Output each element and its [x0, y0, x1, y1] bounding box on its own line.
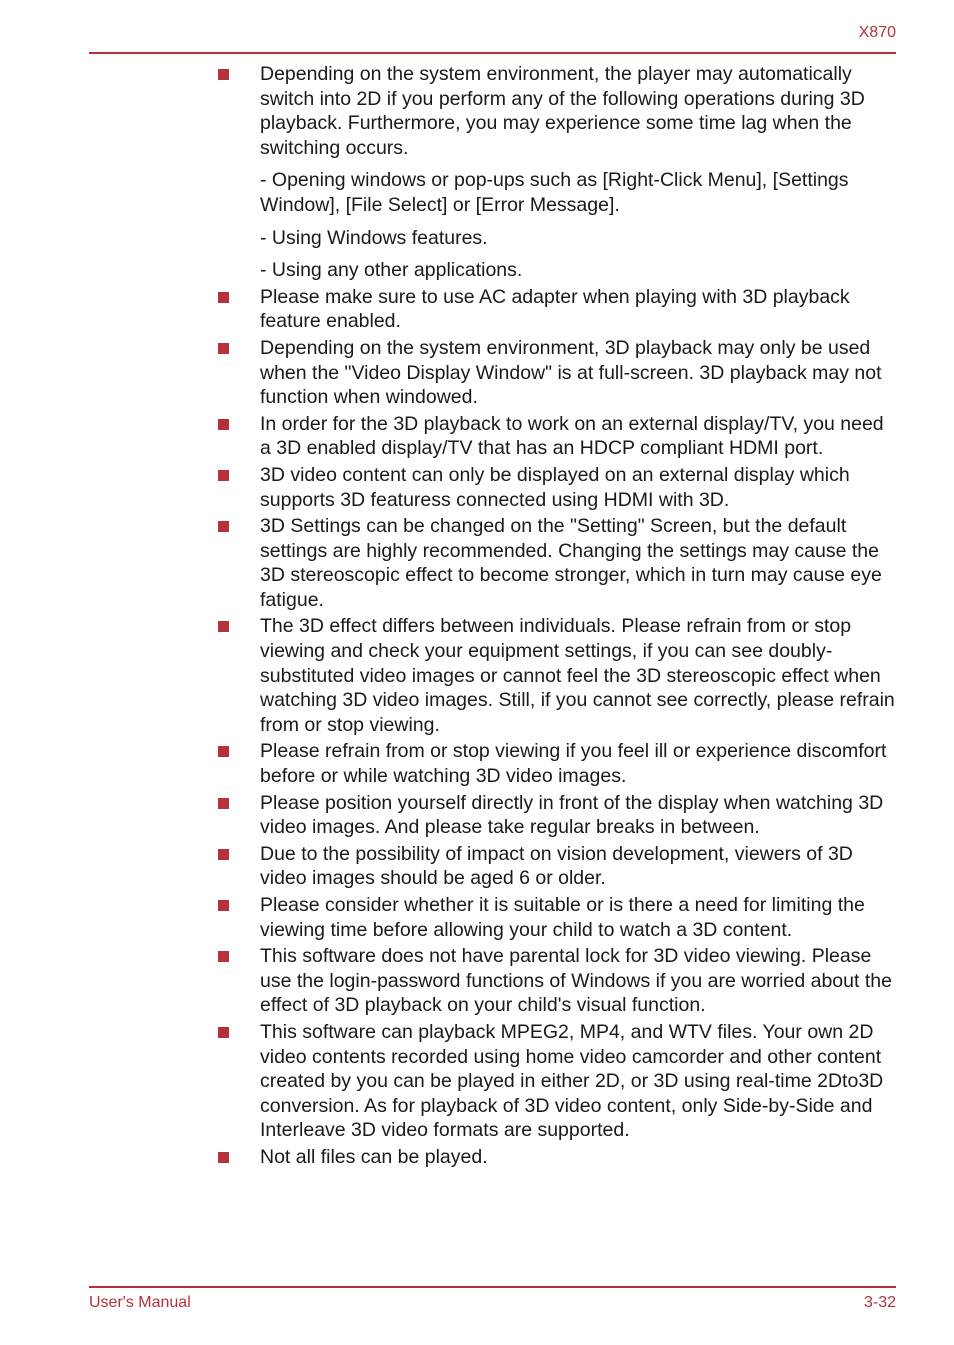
- list-item: [216, 1020, 896, 1143]
- list-item-text: 3D Settings can be changed on the "Setting" Screen, but the default settings are highly recommended. Changing the settings may cause the 3D stereoscopic effect to become stronger, which in turn may cause eye fatigue.: [260, 515, 882, 611]
- list-item-text: 3D video content can only be displayed on an external display which supports 3D featuress connected using HDMI with 3D.: [260, 463, 850, 511]
- square-bullet-icon: [218, 343, 229, 354]
- square-bullet-icon: [218, 292, 229, 303]
- list-item-text: Due to the possibility of impact on vision development, viewers of 3D video images should be aged 6 or older.: [260, 842, 853, 890]
- square-bullet-icon: [218, 951, 229, 962]
- list-item: [216, 1145, 896, 1170]
- list-item: [216, 514, 896, 612]
- list-item: [216, 791, 896, 840]
- list-item-text: Please make sure to use AC adapter when playing with 3D playback feature enabled.: [260, 285, 850, 333]
- square-bullet-icon: [218, 470, 229, 481]
- list-item-text: Please consider whether it is suitable or is there a need for limiting the viewing time before allowing your child to watch a 3D content.: [260, 894, 865, 941]
- list-item: [216, 412, 896, 461]
- list-item: [216, 944, 896, 1018]
- square-bullet-icon: [218, 621, 229, 632]
- list-item: [216, 463, 896, 512]
- list-item-text: Depending on the system environment, the player may automatically switch into 2D if you perform any of the following operations during 3D playback. Furthermore, you may experience some time lag when the switching occurs.: [260, 63, 865, 159]
- list-item: [216, 739, 896, 788]
- square-bullet-icon: [218, 69, 229, 80]
- list-item-text: In order for the 3D playback to work on an external display/TV, you need a 3D enabled display/TV that has an HDCP compliant HDMI port.: [260, 412, 884, 460]
- list-item: [216, 614, 896, 737]
- square-bullet-icon: [218, 1152, 229, 1163]
- list-item-text: This software can playback MPEG2, MP4, and WTV files. Your own 2D video contents recorded using home video camcorder and other content created by you can be played in either 2D, or 3D using real-time 2Dto3D conversion. As for playback of 3D video content, only Side-by-Side and Interleave 3D video formats are supported.: [260, 1020, 884, 1142]
- list-item: [216, 285, 896, 334]
- list-item: [216, 62, 896, 283]
- square-bullet-icon: [218, 746, 229, 757]
- list-item: [216, 336, 896, 410]
- list-item-text: Please refrain from or stop viewing if you feel ill or experience discomfort before or while watching 3D video images.: [260, 740, 887, 788]
- list-item-text: Please position yourself directly in front of the display when watching 3D video images. And please take regular breaks in between.: [260, 791, 884, 839]
- sub-item-text: - Using Windows features.: [260, 226, 488, 249]
- square-bullet-icon: [218, 521, 229, 532]
- list-item: [216, 842, 896, 891]
- main-content: [216, 62, 896, 1172]
- header-rule: [89, 52, 896, 54]
- list-item-text: This software does not have parental lock for 3D video viewing. Please use the login-password functions of Windows if you are worried about the effect of 3D playback on your child's visual function.: [260, 945, 892, 1017]
- footer-rule: [89, 1286, 896, 1288]
- list-item-text: The 3D effect differs between individuals. Please refrain from or stop viewing and check your equipment settings, if you can see doubly-substituted video images or cannot feel the 3D stereoscopic effect when watching 3D video images. Still, if you cannot see correctly, please refrain from or stop viewing.: [260, 615, 895, 736]
- sub-item-text: - Opening windows or pop-ups such as [Right-Click Menu], [Settings Window], [File Select] or [Error Message].: [260, 169, 849, 216]
- square-bullet-icon: [218, 849, 229, 860]
- list-item-text: Depending on the system environment, 3D playback may only be used when the "Video Display Window" is at full-screen. 3D playback may not function when windowed.: [260, 336, 882, 409]
- square-bullet-icon: [218, 900, 229, 911]
- square-bullet-icon: [218, 1027, 229, 1038]
- header-model-label: X870: [858, 24, 896, 41]
- bullet-list: [216, 62, 896, 1170]
- page-number: 3-32: [863, 1294, 896, 1311]
- list-item-text: Not all files can be played.: [260, 1145, 488, 1168]
- footer-manual-label: User's Manual: [89, 1294, 191, 1311]
- list-item: [216, 893, 896, 942]
- square-bullet-icon: [218, 419, 229, 430]
- sub-item-text: - Using any other applications.: [260, 259, 523, 282]
- square-bullet-icon: [218, 798, 229, 809]
